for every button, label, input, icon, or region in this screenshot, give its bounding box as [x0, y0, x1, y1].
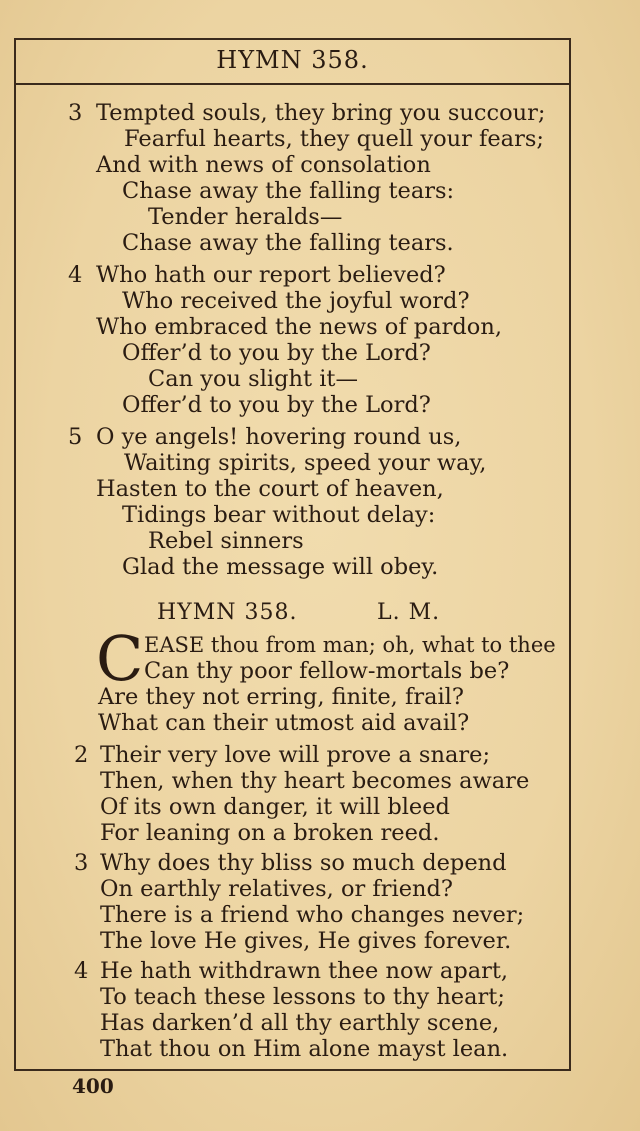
stanza-number: 4 — [74, 958, 89, 984]
page-number: 400 — [72, 1074, 114, 1098]
verse-line: Glad the message will obey. — [122, 554, 439, 580]
verse-line: Chase away the falling tears. — [122, 230, 454, 256]
stanza-number: 3 — [68, 100, 83, 126]
verse-line: Tender heralds— — [148, 204, 343, 230]
verse-line: Who received the joyful word? — [122, 288, 470, 314]
verse-line: O ye angels! hovering round us, — [96, 424, 462, 450]
verse-line: For leaning on a broken reed. — [100, 820, 440, 846]
verse-line: There is a friend who changes never; — [100, 902, 525, 928]
frame-bottom-rule — [14, 1069, 571, 1071]
verse-line: Are they not erring, finite, frail? — [98, 684, 464, 710]
hymn-meter: L. M. — [377, 600, 441, 625]
verse-line: Who embraced the news of pardon, — [96, 314, 502, 340]
verse-line: To teach these lessons to thy heart; — [100, 984, 505, 1010]
verse-line: Can you slight it— — [148, 366, 358, 392]
stanza-number: 4 — [68, 262, 83, 288]
verse-line: Fearful hearts, they quell your fears; — [124, 126, 544, 152]
verse-line: And with news of consolation — [96, 152, 431, 178]
verse-line: EASE thou from man; oh, what to thee — [144, 633, 556, 657]
frame-left-rule — [14, 38, 16, 1071]
verse-line: Of its own danger, it will bleed — [100, 794, 450, 820]
stanza-number: 3 — [74, 850, 89, 876]
verse-line: On earthly relatives, or friend? — [100, 876, 453, 902]
verse-line: The love He gives, He gives forever. — [100, 928, 512, 954]
frame-right-rule — [569, 38, 571, 1071]
verse-line: That thou on Him alone mayst lean. — [100, 1036, 509, 1062]
verse-line: He hath withdrawn thee now apart, — [100, 958, 509, 984]
verse-line: What can their utmost aid avail? — [98, 710, 470, 736]
stanza-number: 2 — [74, 742, 89, 768]
stanza-number: 5 — [68, 424, 83, 450]
verse-line: Can thy poor fellow-mortals be? — [144, 658, 510, 684]
verse-line: Then, when thy heart becomes aware — [100, 768, 530, 794]
verse-line: Offer’d to you by the Lord? — [122, 340, 431, 366]
verse-line: Offer’d to you by the Lord? — [122, 392, 431, 418]
verse-line: Tempted souls, they bring you succour; — [96, 100, 546, 126]
hymn-heading: HYMN 358. — [157, 600, 298, 625]
verse-line: Who hath our report believed? — [96, 262, 446, 288]
verse-line: Their very love will prove a snare; — [100, 742, 491, 768]
drop-cap: C — [96, 622, 144, 695]
verse-line: Chase away the falling tears: — [122, 178, 455, 204]
verse-line: Waiting spirits, speed your way, — [124, 450, 487, 476]
verse-line: Hasten to the court of heaven, — [96, 476, 444, 502]
verse-line: Why does thy bliss so much depend — [100, 850, 507, 876]
verse-line: Tidings bear without delay: — [122, 502, 436, 528]
verse-line: Has darken’d all thy earthly scene, — [100, 1010, 500, 1036]
page-title: HYMN 358. — [216, 46, 369, 74]
verse-line: Rebel sinners — [148, 528, 304, 554]
